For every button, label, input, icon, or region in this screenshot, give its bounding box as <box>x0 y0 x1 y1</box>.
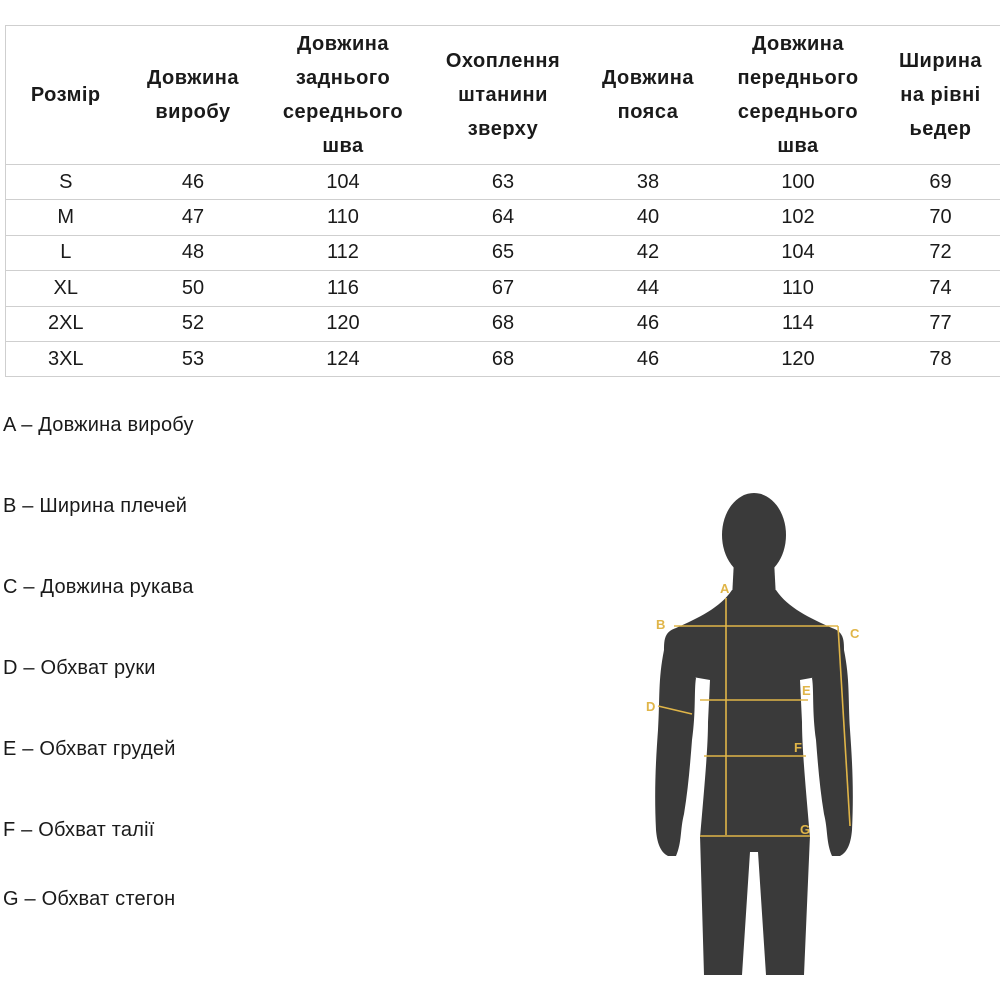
measurement-cell: 40 <box>581 200 716 235</box>
measurement-cell: 46 <box>581 306 716 341</box>
column-header <box>261 26 426 165</box>
legend-item: E – Обхват грудей <box>3 738 176 760</box>
measurement-cell: 46 <box>581 341 716 376</box>
measurement-cell: 102 <box>716 200 881 235</box>
column-header <box>6 26 126 165</box>
measurement-label-g: G <box>800 822 811 837</box>
column-header <box>581 26 716 165</box>
measurement-cell: 112 <box>261 235 426 270</box>
measurement-cell: 120 <box>716 341 881 376</box>
measurement-cell: 104 <box>261 165 426 200</box>
measurement-cell: 67 <box>426 271 581 306</box>
measurement-cell: 50 <box>126 271 261 306</box>
column-header-line: Довжина <box>752 33 844 55</box>
table-row <box>6 165 1000 200</box>
size-cell: M <box>6 200 126 235</box>
measurement-cell: 100 <box>716 165 881 200</box>
size-cell: 3XL <box>6 341 126 376</box>
column-header-line: виробу <box>155 101 231 123</box>
legend-item: B – Ширина плечей <box>3 495 188 517</box>
column-header-line: шва <box>322 135 364 157</box>
measurement-cell: 53 <box>126 341 261 376</box>
column-header-line: ьедер <box>909 118 972 140</box>
table-row <box>6 235 1000 270</box>
measurement-label-b: B <box>656 617 666 632</box>
body-silhouette <box>655 493 853 975</box>
column-header <box>716 26 881 165</box>
measurement-cell: 110 <box>261 200 426 235</box>
column-header-line: зверху <box>467 118 539 140</box>
measurement-cell: 70 <box>881 200 1000 235</box>
measurement-cell: 64 <box>426 200 581 235</box>
measurement-cell: 72 <box>881 235 1000 270</box>
body-measurement-figure <box>630 490 880 975</box>
column-header <box>126 26 261 165</box>
measurement-cell: 68 <box>426 306 581 341</box>
table-row <box>6 341 1000 376</box>
measurement-cell: 68 <box>426 341 581 376</box>
size-cell: S <box>6 165 126 200</box>
measurement-cell: 52 <box>126 306 261 341</box>
table-body <box>6 165 1000 377</box>
measurement-cell: 44 <box>581 271 716 306</box>
measurement-cell: 74 <box>881 271 1000 306</box>
column-header-line: пояса <box>617 101 679 123</box>
legend-item: A – Довжина виробу <box>3 414 194 436</box>
measurement-cell: 38 <box>581 165 716 200</box>
measurement-cell: 63 <box>426 165 581 200</box>
measurement-cell: 65 <box>426 235 581 270</box>
size-cell: XL <box>6 271 126 306</box>
legend-item: C – Довжина рукава <box>3 576 194 598</box>
column-header-line: на рівні <box>900 84 981 106</box>
column-header-line: заднього <box>295 67 391 89</box>
measurement-cell: 114 <box>716 306 881 341</box>
legend-item: F – Обхват талії <box>3 819 155 841</box>
table-row <box>6 306 1000 341</box>
column-header <box>426 26 581 165</box>
measurement-label-c: C <box>850 626 860 641</box>
measurement-cell: 116 <box>261 271 426 306</box>
measurement-cell: 77 <box>881 306 1000 341</box>
column-header-line: штанини <box>458 84 548 106</box>
measurement-cell: 48 <box>126 235 261 270</box>
table-header-row <box>6 26 1000 165</box>
measurement-label-f: F <box>794 740 802 755</box>
column-header-line: Довжина <box>147 67 239 89</box>
column-header-line: Довжина <box>602 67 694 89</box>
size-table <box>5 25 1000 377</box>
measurement-label-a: A <box>720 581 730 596</box>
column-header-line: Довжина <box>297 33 389 55</box>
size-cell: L <box>6 235 126 270</box>
silhouette-diagram <box>630 490 880 975</box>
column-header-line: середнього <box>282 101 404 123</box>
measurement-label-d: D <box>646 699 656 714</box>
measurement-cell: 47 <box>126 200 261 235</box>
measurement-cell: 104 <box>716 235 881 270</box>
table-header <box>6 26 1000 165</box>
measurement-cell: 78 <box>881 341 1000 376</box>
measurement-cell: 69 <box>881 165 1000 200</box>
legend-item: D – Обхват руки <box>3 657 156 679</box>
column-header-line: Ширина <box>898 50 983 72</box>
column-header <box>881 26 1000 165</box>
size-cell: 2XL <box>6 306 126 341</box>
column-header-line: середнього <box>737 101 859 123</box>
table-row <box>6 271 1000 306</box>
column-header-line: Охоплення <box>445 50 561 72</box>
column-header-line: Розмір <box>30 84 101 106</box>
column-header-line: переднього <box>737 67 859 89</box>
measurement-cell: 46 <box>126 165 261 200</box>
measurement-cell: 110 <box>716 271 881 306</box>
measurement-cell: 124 <box>261 341 426 376</box>
measurement-cell: 42 <box>581 235 716 270</box>
table-row <box>6 200 1000 235</box>
measurement-cell: 120 <box>261 306 426 341</box>
measurement-label-e: E <box>802 683 811 698</box>
column-header-line: шва <box>777 135 819 157</box>
legend-item: G – Обхват стегон <box>3 888 176 910</box>
